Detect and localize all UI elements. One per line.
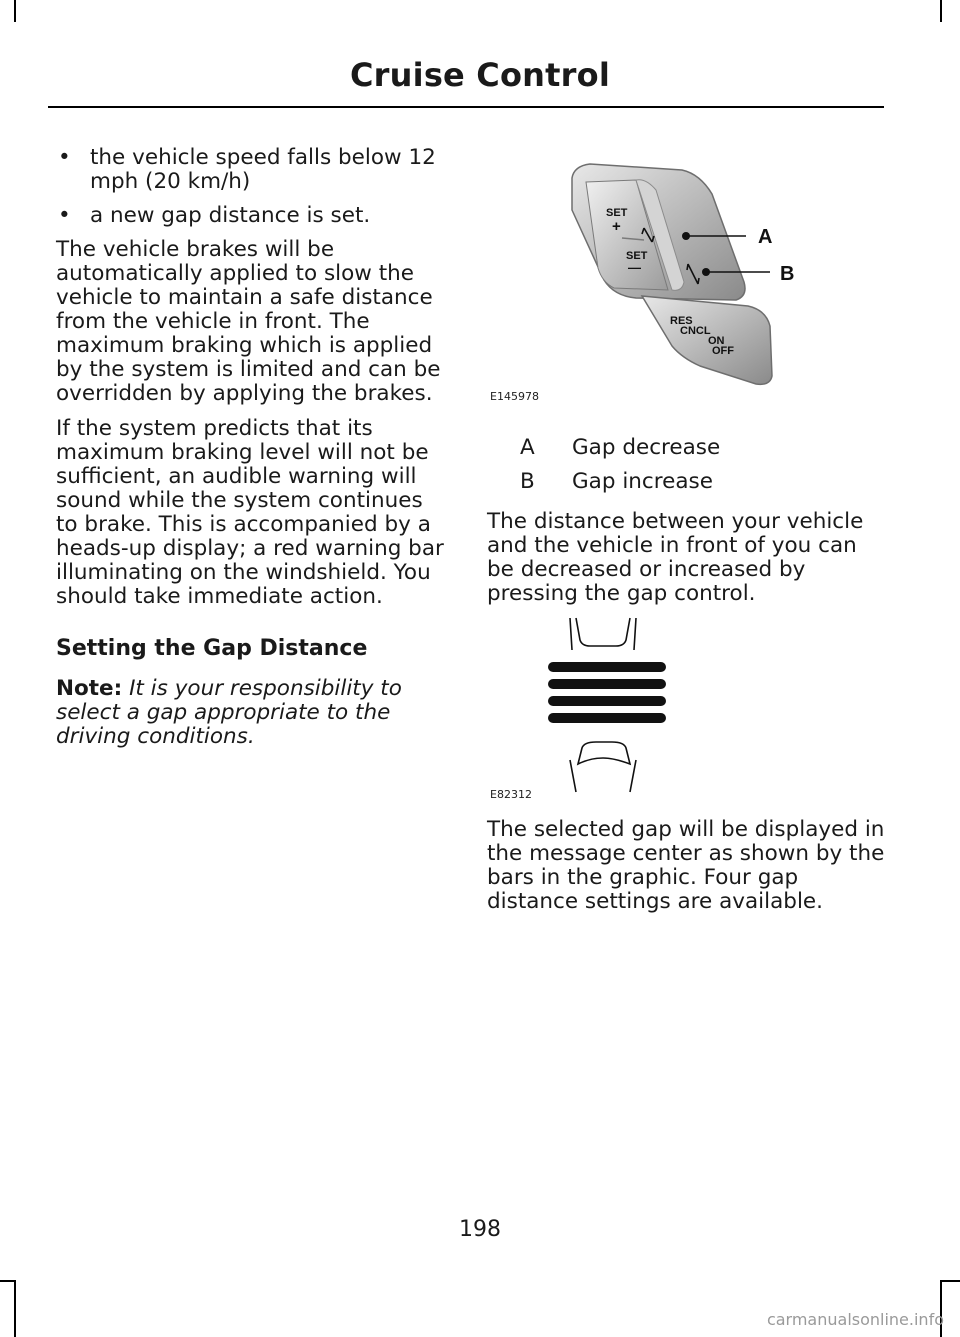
gap-bar	[548, 696, 666, 706]
crop-mark-top-left	[14, 0, 16, 22]
cncl-label: CNCL	[680, 325, 711, 337]
figure-code: E145978	[490, 390, 539, 403]
set-minus-label: SET	[626, 250, 648, 262]
crop-mark-bottom-right-h	[940, 1280, 960, 1282]
header-divider	[48, 106, 884, 108]
figure-legend	[520, 430, 720, 498]
legend-key: A	[520, 434, 535, 460]
own-vehicle-icon	[570, 742, 636, 792]
legend-row	[520, 464, 720, 498]
bullet-item	[56, 204, 448, 228]
note-text: It is your responsibility to select a gap appropriate to the driving conditions.	[56, 676, 402, 749]
callout-label-a: A	[758, 226, 773, 248]
crop-mark-bottom-left-h	[0, 1280, 16, 1282]
legend-label: Gap increase	[572, 468, 713, 494]
off-label: OFF	[712, 345, 734, 357]
set-plus-label: SET	[606, 207, 628, 219]
page-number: 198	[459, 1217, 501, 1242]
gap-bars	[548, 662, 666, 723]
section-heading: Setting the Gap Distance	[56, 636, 368, 661]
crop-mark-bottom-left	[14, 1280, 16, 1337]
gap-bar	[548, 679, 666, 689]
on-label: ON	[708, 335, 725, 347]
note	[56, 677, 448, 749]
legend-row	[520, 430, 720, 464]
bullet-text: the vehicle speed falls below 12 mph (20 km/h)	[90, 145, 436, 194]
lead-vehicle-icon	[570, 618, 636, 650]
res-label: RES	[670, 315, 693, 327]
left-column	[56, 146, 448, 760]
lower-switch-housing	[642, 296, 772, 384]
callout-label-b: B	[780, 263, 795, 285]
bullet-icon: •	[58, 203, 71, 228]
paragraph-warning: If the system predicts that its maximum braking level will not be sufficient, an audible warning will sound while the system continues to brake. This is accompanied by a heads-up display; a red warning bar illuminating on the windshield. You should take immediate action.	[56, 416, 444, 609]
steering-controls-illustration	[486, 150, 806, 406]
paragraph-gap-settings: The selected gap will be displayed in the message center as shown by the bars in the graphic. Four gap distance settings are available.	[487, 817, 885, 914]
minus-label: —	[628, 260, 641, 275]
paragraph-gap-control: The distance between your vehicle and the vehicle in front of you can be decreased or increased by pressing the gap control.	[487, 509, 864, 606]
watermark: carmanualsonline.info	[766, 1310, 944, 1329]
plus-label: +	[612, 218, 621, 235]
legend-label: Gap decrease	[572, 434, 721, 460]
gap-display-illustration	[486, 612, 686, 802]
gap-bar	[548, 662, 666, 672]
crop-mark-top-right	[940, 0, 942, 22]
bullet-icon: •	[58, 145, 71, 170]
bullet-text: a new gap distance is set.	[90, 203, 371, 228]
gap-bar	[548, 713, 666, 723]
legend-key: B	[520, 468, 535, 494]
note-label: Note:	[56, 676, 123, 701]
page-title: Cruise Control	[350, 56, 610, 94]
paragraph-braking: The vehicle brakes will be automatically applied to slow the vehicle to maintain a safe distance from the vehicle in front. The maximum braking which is applied by the system is limited and can be overridden by applying the brakes.	[56, 237, 441, 406]
figure-gap-display	[486, 612, 686, 802]
bullet-item	[56, 146, 448, 194]
figure-code: E82312	[490, 788, 532, 801]
figure-steering-controls	[486, 150, 806, 406]
